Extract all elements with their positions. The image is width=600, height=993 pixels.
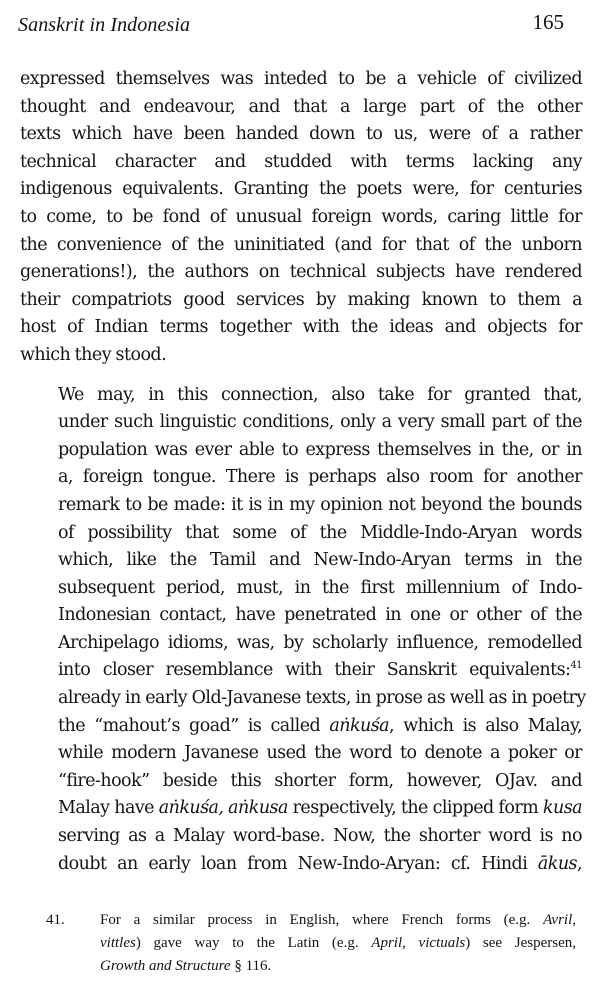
text-line: which, like the Tamil and New-Indo-Aryan terms in the [58, 550, 582, 571]
text-line: generations!), the authors on technical subjects have rendered [20, 262, 582, 283]
text-line: Indonesian contact, have penetrated in one or other of the [58, 605, 582, 626]
text-line: thought and endeavour, and that a large part of the other [20, 96, 582, 117]
text-line: Archipelago idioms, was, by scholarly influence, remodelled [58, 632, 582, 653]
line-text: doubt an early loan from New-Indo-Aryan: cf. Hindi [58, 853, 538, 874]
italic-term: ākus [537, 853, 577, 874]
line-text: , which is also Malay, [389, 715, 582, 736]
text-line: already in early Old-Javanese texts, in prose as well as in poetry [58, 688, 586, 709]
line-text: For a similar process in English, where French forms (e.g. [100, 912, 544, 928]
italic-term: aṅkuśa [329, 715, 390, 736]
text-line [20, 795, 582, 823]
text-line [20, 657, 582, 685]
footnote-line [100, 955, 576, 978]
line-text: § 116. [230, 958, 272, 974]
body-text [20, 66, 586, 878]
italic-term: aṅkuśa, aṅkusa [158, 798, 288, 819]
italic-term: Growth and Structure [100, 958, 231, 974]
footnote-line [100, 932, 576, 955]
line-text: , [576, 853, 582, 874]
text-line: We may, in this connection, also take for granted that, [58, 384, 582, 405]
text-line: population was ever able to express themselves in the, or in [58, 439, 582, 460]
text-line: of possibility that some of the Middle-Indo-Aryan words [58, 522, 582, 543]
paragraph-1 [20, 66, 582, 370]
text-line: a, foreign tongue. There is perhaps also room for another [58, 467, 582, 488]
line-text: into closer resemblance with their Sanskrit equivalents: [58, 660, 571, 681]
line-text: ) see Jespersen, [465, 935, 576, 951]
text-line: indigenous equivalents. Granting the poets were, for centuries [20, 179, 582, 200]
text-line [20, 713, 582, 741]
text-line: to come, to be fond of unusual foreign words, caring little for [20, 206, 582, 227]
line-text: the “mahout’s goad” is called [58, 715, 330, 736]
text-line: subsequent period, must, in the first millennium of Indo- [58, 577, 582, 598]
text-line [20, 851, 582, 879]
footnote-reference: 41 [570, 660, 582, 672]
text-line: their compatriots good services by making known to them a [20, 289, 582, 310]
text-line: technical character and studded with terms lacking any [20, 151, 582, 172]
italic-term: vittles [100, 935, 136, 951]
text-line: “fire-hook” beside this shorter form, however, OJav. and [58, 770, 582, 791]
text-line: which they stood. [20, 344, 167, 365]
text-line: remark to be made: it is in my opinion not beyond the bounds [58, 494, 582, 515]
text-line: serving as a Malay word-base. Now, the shorter word is no [58, 826, 582, 847]
text-line: host of Indian terms together with the ideas and objects for [20, 317, 582, 338]
line-text: respectively, the clipped form [287, 798, 543, 819]
italic-term: April, victuals [371, 935, 466, 951]
text-line: texts which have been handed down to us, were of a rather [20, 124, 582, 145]
italic-term: Avril, [543, 912, 576, 928]
footnote-body [100, 909, 576, 978]
running-head: Sanskrit in Indonesia [18, 14, 191, 36]
text-line: the convenience of the uninitiated (and for that of the unborn [20, 234, 582, 255]
italic-term: kusa [542, 798, 583, 819]
footnote-line [100, 909, 576, 932]
text-line: expressed themselves was inteded to be a vehicle of civilized [20, 69, 582, 89]
footnote-number: 41. [46, 912, 65, 928]
line-text: Malay have [58, 798, 159, 819]
paragraph-2 [20, 382, 586, 879]
page-number: 165 [532, 10, 564, 34]
line-text: ) gave way to the Latin (e.g. [135, 935, 372, 951]
text-line: under such linguistic conditions, only a very small part of the [58, 412, 582, 433]
footnote-41 [46, 909, 576, 978]
text-line: while modern Javanese used the word to denote a poker or [58, 743, 582, 764]
